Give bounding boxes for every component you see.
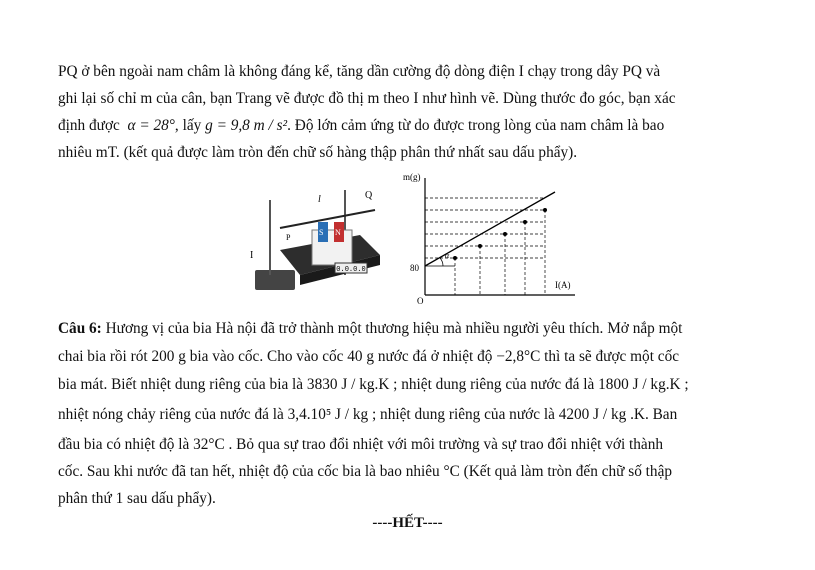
paragraph-line: nhiêu mT. (kết quả được làm tròn đến chữ số hàng thập phân thứ nhất sau dấu phẩy). — [58, 144, 578, 161]
scale-reading: 0.0.0.0 — [336, 266, 366, 274]
label-l: l — [318, 194, 321, 205]
question6-line — [58, 319, 682, 339]
paragraph-line: PQ ở bên ngoài nam châm là không đáng kể, tăng dần cường độ dòng điện I chạy trong dây PQ và — [58, 63, 661, 80]
y-axis-label: m(g) — [403, 172, 421, 182]
question6-line: cốc. Sau khi nước đã tan hết, nhiệt độ của cốc bia là bao nhiêu °C (Kết quả làm tròn đến chữ số thập — [58, 463, 673, 480]
alpha-arc — [440, 258, 443, 266]
origin-label: O — [417, 296, 424, 306]
text-segment: . Độ lớn cảm ứng từ do được trong lòng của nam châm là bao — [287, 117, 665, 134]
question6-line: đầu bia có nhiệt độ là 32°C . Bỏ qua sự trao đổi nhiệt với môi trường và sự trao đổi nhiệt với thành — [58, 436, 664, 453]
question6-line: nhiệt nóng chảy riêng của nước đá là 3,4.10⁵ J / kg ; nhiệt dung riêng của nước là 4200 J / kg .K. Ban — [58, 406, 678, 423]
label-p: P — [286, 233, 291, 242]
alpha-label: α — [445, 251, 450, 260]
y-tick-80: 80 — [410, 263, 419, 273]
label-q: Q — [365, 190, 373, 201]
paragraph-line: ghi lại số chỉ m của cân, bạn Trang vẽ được đồ thị m theo I như hình vẽ. Dùng thước đo góc, bạn xác — [58, 90, 676, 107]
label-n: N — [335, 228, 341, 237]
alpha-equation: α = 28° — [127, 117, 175, 134]
power-supply — [255, 270, 295, 290]
label-s: S — [319, 228, 324, 237]
apparatus-figure — [250, 180, 390, 300]
label-i: I — [250, 250, 254, 261]
m-vs-i-graph — [395, 170, 595, 310]
question6-line: chai bia rồi rót 200 g bia vào cốc. Cho vào cốc 40 g nước đá ở nhiệt độ −2,8°C thì ta sẽ được một cốc — [58, 348, 680, 365]
question-label: Câu 6: — [58, 320, 102, 337]
text-segment: , lấy — [174, 117, 202, 134]
end-marker: ----HẾT---- — [372, 515, 443, 531]
text-segment: định được — [58, 117, 120, 134]
gravity-equation: g = 9,8 m / s² — [205, 117, 288, 134]
x-axis-label: I(A) — [555, 280, 571, 290]
text-segment: Hương vị của bia Hà nội đã trở thành một thương hiệu mà nhiều người yêu thích. Mở nắp một — [105, 320, 683, 337]
paragraph-line — [58, 116, 664, 136]
grid-lines — [425, 198, 545, 295]
question6-line: phân thứ 1 sau dấu phẩy). — [58, 490, 216, 507]
question6-line: bia mát. Biết nhiệt dung riêng của bia là 3830 J / kg.K ; nhiệt dung riêng của nước đá là 1800 J / kg.K ; — [58, 376, 689, 393]
